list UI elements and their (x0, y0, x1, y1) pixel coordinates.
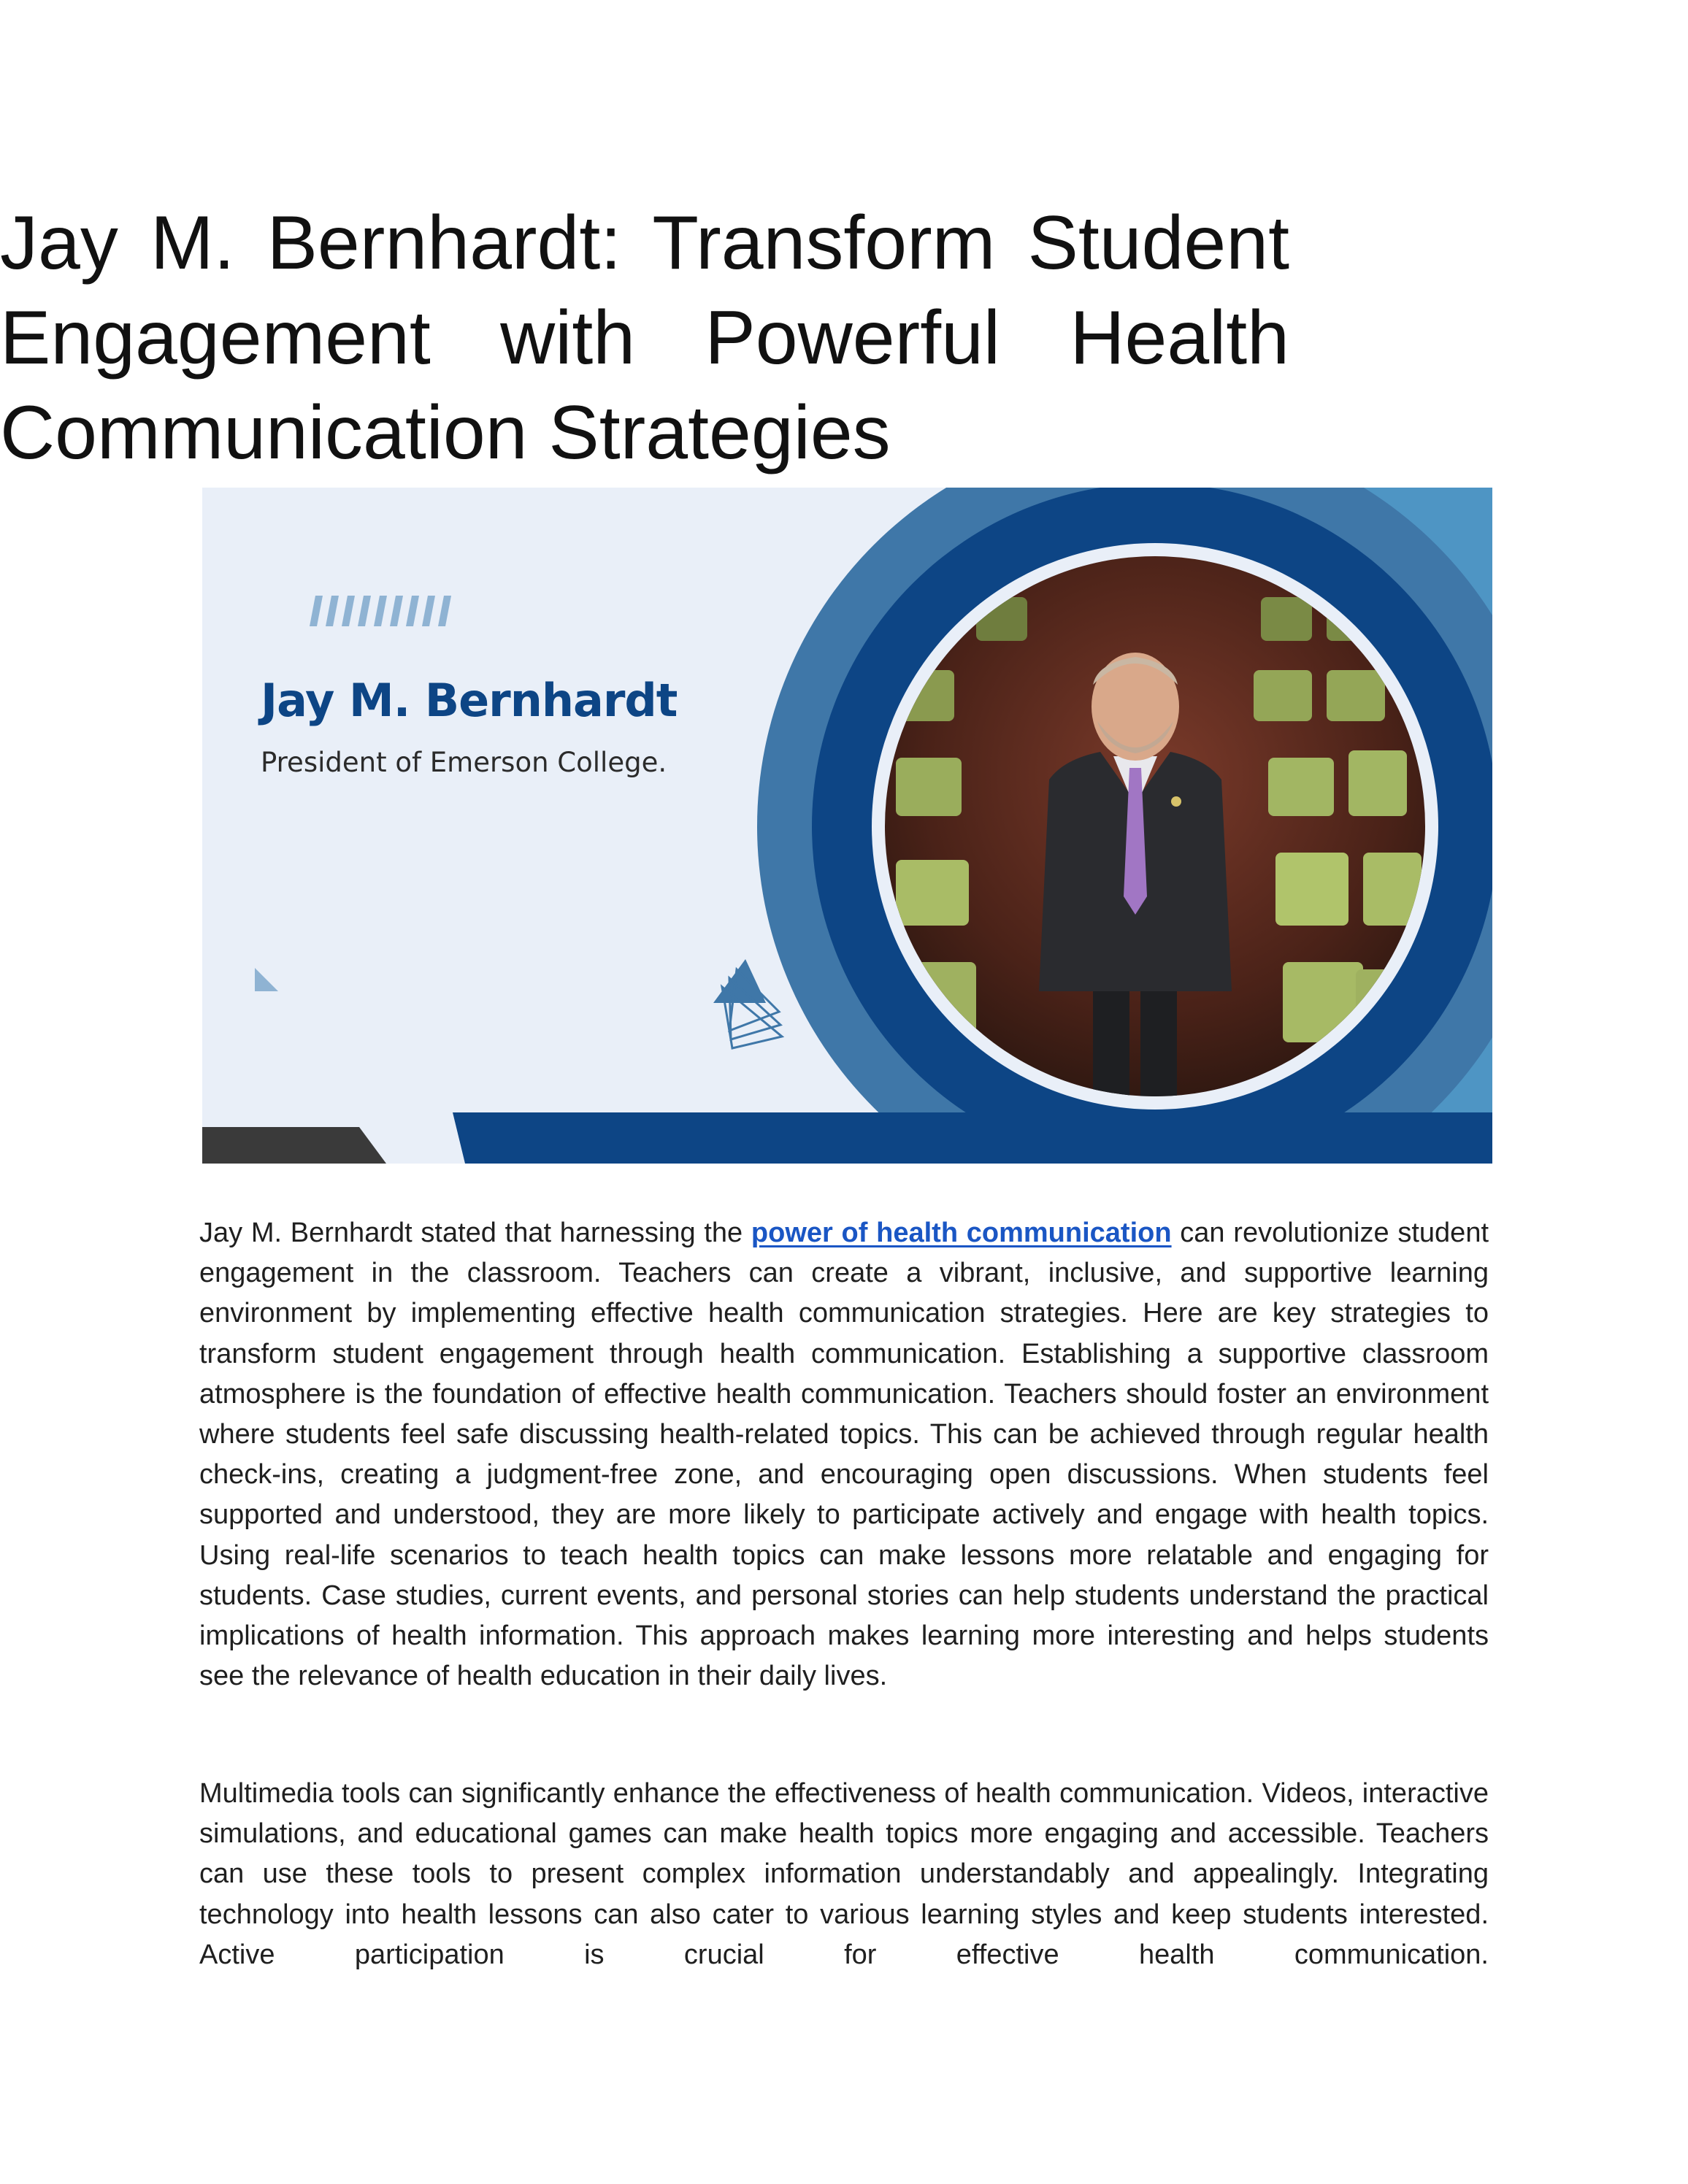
banner-graphics (202, 488, 1492, 1164)
hero-banner (202, 488, 1492, 1164)
body-paragraph-1 (199, 1213, 1489, 1696)
paragraph-text: Jay M. Bernhardt stated that harnessing the (199, 1218, 751, 1248)
triangle-icon (255, 968, 278, 991)
slash-stripes-icon (310, 596, 451, 626)
paragraph-text: can revolutionize student engagement in the classroom. Teachers can create a vibrant, inclusive, and supportive learning environment by implementing effective health communication strategies. Here are key strategies to transform student engagement through health communication. Establishing a supportive classroom atmosphere is the foundation of effective health communication. Teachers should foster an environment where students feel safe discussing health-related topics. This can be achieved through regular health check-ins, creating a judgment-free zone, and encouraging open discussions. When students feel supported and understood, they are more likely to participate actively and engage with health topics. Using real-life scenarios to teach health topics can make lessons more relatable and engaging for students. Case studies, current events, and personal stories can help students understand the practical implications of health information. This approach makes learning more interesting and helps students see the relevance of health education in their daily lives. (199, 1218, 1489, 1692)
bottom-dark-bar (202, 1127, 386, 1164)
layered-triangles-icon (713, 959, 782, 1048)
page-title: Jay M. Bernhardt: Transform Student Engagement with Powerful Health Communication Strategies (0, 201, 1289, 475)
body-paragraph-2: Multimedia tools can significantly enhance the effectiveness of health communication. Videos, interactive simulations, and educational games can make health topics more engaging and accessible. Teachers can use these tools to present complex information understandably and appealingly. Integrating technology into health lessons can also cater to various learning styles and keep students interested. Active participation is crucial for effective health communication. (199, 1778, 1489, 1970)
banner-name: Jay M. Bernhardt (261, 674, 678, 727)
banner-role: President of Emerson College. (261, 747, 667, 778)
bottom-navy-bar (453, 1112, 1492, 1164)
health-communication-link[interactable]: power of health communication (751, 1218, 1172, 1248)
